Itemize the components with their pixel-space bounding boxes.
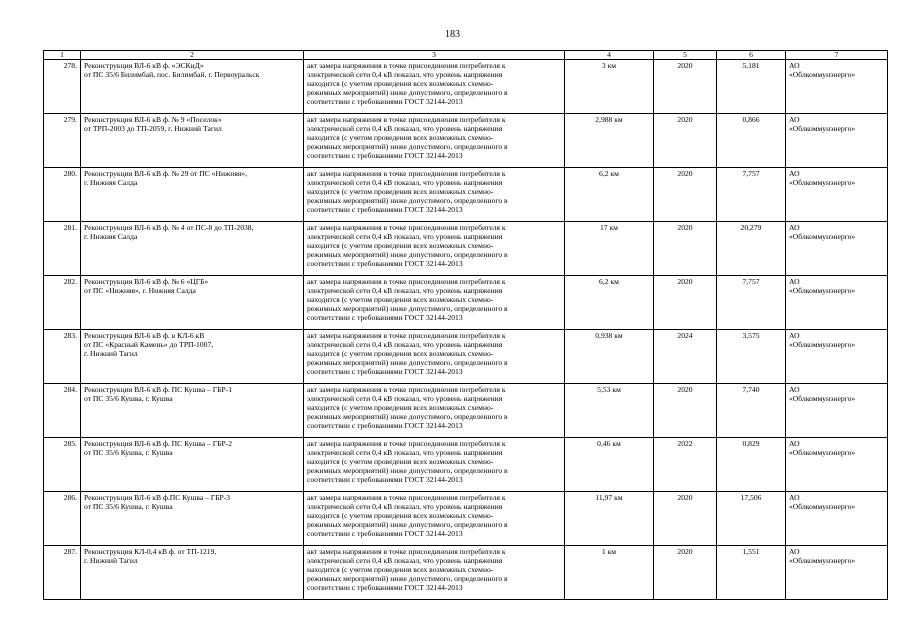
organization-line: АО <box>789 169 800 178</box>
reason-line: акт замера напряжения в точке присоединения потребителя к <box>307 493 506 502</box>
row-number: 279. <box>63 115 77 124</box>
reason-line: соответствии с требованиями ГОСТ 32144-2013 <box>307 475 463 485</box>
reason-cell <box>304 60 565 114</box>
organization-cell <box>786 114 888 168</box>
organization-cell <box>786 60 888 114</box>
object-line: от ПС «Нижняя», г. Нижняя Салда <box>84 286 196 296</box>
reason-line: режимных мероприятий) ниже допустимого, определенного в <box>307 520 508 530</box>
row-number: 280. <box>63 169 77 178</box>
year-value: 2020 <box>677 385 693 394</box>
object-line: Реконструкция ВЛ-6 кВ ф. № 6 «ЦГБ» <box>84 277 209 286</box>
object-line: Реконструкция ВЛ-6 кВ ф. ПС Кушва – ГБР-2 <box>84 439 232 448</box>
year-cell <box>654 276 717 330</box>
reason-line: находится (с учетом проведения всех возможных схемно- <box>307 295 494 305</box>
table-row <box>44 168 888 222</box>
organization-cell <box>786 384 888 438</box>
organization-line: АО <box>789 115 800 124</box>
reason-line: режимных мероприятий) ниже допустимого, определенного в <box>307 250 508 260</box>
length-cell <box>565 114 654 168</box>
length-value: 5,53 км <box>597 385 621 394</box>
length-cell <box>565 384 654 438</box>
reason-line: находится (с учетом проведения всех возможных схемно- <box>307 79 494 89</box>
object-cell <box>81 330 304 384</box>
object-line: Реконструкция ВЛ-6 кВ ф.ПС Кушва – ГБР-3 <box>84 493 231 502</box>
column-number-row <box>44 51 888 60</box>
reason-line: находится (с учетом проведения всех возможных схемно- <box>307 565 494 575</box>
reason-line: соответствии с требованиями ГОСТ 32144-2013 <box>307 583 463 593</box>
object-line: Реконструкция КЛ-0,4 кВ ф. от ТП-1219, <box>84 547 217 556</box>
object-line: Реконструкция ВЛ-6 кВ ф. «ЭСКиД» <box>84 61 204 70</box>
reason-line: находится (с учетом проведения всех возможных схемно- <box>307 349 494 359</box>
table-row <box>44 60 888 114</box>
page-number: 183 <box>445 29 460 40</box>
reason-line: режимных мероприятий) ниже допустимого, определенного в <box>307 358 508 368</box>
year-cell <box>654 114 717 168</box>
length-value: 3 км <box>601 61 617 70</box>
object-cell <box>81 222 304 276</box>
year-value: 2024 <box>677 331 693 340</box>
year-cell <box>654 60 717 114</box>
reason-line: находится (с учетом проведения всех возможных схемно- <box>307 457 494 467</box>
table-row <box>44 384 888 438</box>
column-number: 1 <box>44 51 81 60</box>
year-cell <box>654 438 717 492</box>
organization-line: АО <box>789 547 800 556</box>
year-value: 2020 <box>677 61 693 70</box>
row-number-cell <box>44 276 81 330</box>
organization-cell <box>786 222 888 276</box>
column-number: 2 <box>81 51 304 60</box>
reason-cell <box>304 492 565 546</box>
reason-line: электрической сети 0,4 кВ показал, что уровень напряжения <box>307 70 503 80</box>
row-number: 283. <box>63 331 77 340</box>
reason-line: соответствии с требованиями ГОСТ 32144-2013 <box>307 259 463 269</box>
reason-line: находится (с учетом проведения всех возможных схемно- <box>307 187 494 197</box>
object-line: от ПС 35/6 Кушва, г. Кушва <box>84 394 173 404</box>
organization-cell <box>786 546 888 600</box>
length-cell <box>565 222 654 276</box>
organization-line: «Облкоммунэнерго» <box>789 502 856 512</box>
object-line: Реконструкция ВЛ-6 кВ ф. № 9 «Поселок» <box>84 115 222 124</box>
object-cell <box>81 114 304 168</box>
reason-line: электрической сети 0,4 кВ показал, что уровень напряжения <box>307 502 503 512</box>
organization-line: «Облкоммунэнерго» <box>789 340 856 350</box>
column-number: 3 <box>304 51 565 60</box>
row-number-cell <box>44 546 81 600</box>
year-value: 2020 <box>677 493 693 502</box>
value-cell <box>717 60 786 114</box>
object-line: г. Нижний Тагил <box>84 349 138 359</box>
object-line: г. Нижняя Салда <box>84 232 138 242</box>
object-line: Реконструкция ВЛ-6 кВ ф. ПС Кушва – ГБР-1 <box>84 385 232 394</box>
reason-line: режимных мероприятий) ниже допустимого, определенного в <box>307 196 508 206</box>
reason-line: акт замера напряжения в точке присоединения потребителя к <box>307 115 506 124</box>
organization-line: «Облкоммунэнерго» <box>789 286 856 296</box>
row-number: 278. <box>63 61 77 70</box>
year-value: 2020 <box>677 277 693 286</box>
object-cell <box>81 546 304 600</box>
object-line: от ПС 35/6 Кушва, г. Кушва <box>84 502 173 512</box>
length-cell <box>565 492 654 546</box>
column-number: 4 <box>565 51 654 60</box>
numeric-value: 3,575 <box>742 331 760 340</box>
reason-line: акт замера напряжения в точке присоединения потребителя к <box>307 439 506 448</box>
value-cell <box>717 222 786 276</box>
year-value: 2020 <box>677 223 693 232</box>
year-value: 2020 <box>677 115 693 124</box>
organization-line: «Облкоммунэнерго» <box>789 556 856 566</box>
table-row <box>44 222 888 276</box>
reason-cell <box>304 384 565 438</box>
column-number: 6 <box>717 51 786 60</box>
organization-cell <box>786 276 888 330</box>
reason-line: электрической сети 0,4 кВ показал, что уровень напряжения <box>307 556 503 566</box>
reason-line: режимных мероприятий) ниже допустимого, определенного в <box>307 88 508 98</box>
numeric-value: 7,757 <box>742 169 760 178</box>
object-line: Реконструкция ВЛ-6 кВ ф. в КЛ-6 кВ <box>84 331 205 340</box>
row-number: 281. <box>63 223 77 232</box>
reason-line: электрической сети 0,4 кВ показал, что уровень напряжения <box>307 124 503 134</box>
reason-line: соответствии с требованиями ГОСТ 32144-2013 <box>307 205 463 215</box>
column-number: 5 <box>654 51 717 60</box>
length-value: 6,2 км <box>599 277 619 286</box>
table-row <box>44 438 888 492</box>
organization-cell <box>786 330 888 384</box>
reason-line: режимных мероприятий) ниже допустимого, определенного в <box>307 142 508 152</box>
table-row <box>44 546 888 600</box>
row-number-cell <box>44 384 81 438</box>
row-number-cell <box>44 168 81 222</box>
row-number-cell <box>44 60 81 114</box>
reconstruction-table <box>43 50 888 600</box>
reason-cell <box>304 222 565 276</box>
reason-line: режимных мероприятий) ниже допустимого, определенного в <box>307 466 508 476</box>
object-cell <box>81 492 304 546</box>
organization-line: АО <box>789 277 800 286</box>
object-line: от ПС «Красный Камень» до ТРП-1007, <box>84 340 214 350</box>
organization-line: АО <box>789 61 800 70</box>
reason-line: акт замера напряжения в точке присоединения потребителя к <box>307 223 506 232</box>
year-cell <box>654 546 717 600</box>
length-value: 11,97 км <box>595 493 623 502</box>
organization-cell <box>786 438 888 492</box>
numeric-value: 20,279 <box>740 223 762 232</box>
organization-line: «Облкоммунэнерго» <box>789 70 856 80</box>
year-cell <box>654 168 717 222</box>
object-line: Реконструкция ВЛ-6 кВ ф. № 4 от ПС-8 до ТП-2038, <box>84 223 254 232</box>
organization-line: АО <box>789 385 800 394</box>
reason-line: соответствии с требованиями ГОСТ 32144-2013 <box>307 97 463 107</box>
row-number: 284. <box>63 385 77 394</box>
reason-cell <box>304 438 565 492</box>
length-value: 0,46 км <box>597 439 621 448</box>
reason-line: электрической сети 0,4 кВ показал, что уровень напряжения <box>307 286 503 296</box>
row-number-cell <box>44 438 81 492</box>
reason-line: соответствии с требованиями ГОСТ 32144-2013 <box>307 151 463 161</box>
object-line: от ТРП-2003 до ТП-2059, г. Нижний Тагил <box>84 124 222 134</box>
value-cell <box>717 330 786 384</box>
reason-line: электрической сети 0,4 кВ показал, что уровень напряжения <box>307 232 503 242</box>
organization-cell <box>786 168 888 222</box>
value-cell <box>717 438 786 492</box>
row-number-cell <box>44 114 81 168</box>
length-cell <box>565 330 654 384</box>
organization-line: АО <box>789 223 800 232</box>
numeric-value: 17,506 <box>740 493 762 502</box>
table-row <box>44 492 888 546</box>
numeric-value: 7,740 <box>742 385 760 394</box>
value-cell <box>717 276 786 330</box>
organization-cell <box>786 492 888 546</box>
reason-line: находится (с учетом проведения всех возможных схемно- <box>307 403 494 413</box>
reason-line: соответствии с требованиями ГОСТ 32144-2013 <box>307 367 463 377</box>
row-number: 286. <box>63 493 77 502</box>
length-value: 0,938 км <box>595 331 623 340</box>
reason-line: электрической сети 0,4 кВ показал, что уровень напряжения <box>307 178 503 188</box>
year-value: 2022 <box>677 439 693 448</box>
reason-cell <box>304 168 565 222</box>
object-line: Реконструкция ВЛ-6 кВ ф. № 29 от ПС «Нижняя», <box>84 169 247 178</box>
organization-line: «Облкоммунэнерго» <box>789 178 856 188</box>
length-cell <box>565 438 654 492</box>
reason-line: электрической сети 0,4 кВ показал, что уровень напряжения <box>307 394 503 404</box>
organization-line: АО <box>789 439 800 448</box>
reason-line: находится (с учетом проведения всех возможных схемно- <box>307 241 494 251</box>
reason-line: акт замера напряжения в точке присоединения потребителя к <box>307 331 506 340</box>
year-value: 2020 <box>677 169 693 178</box>
year-value: 2020 <box>677 547 693 556</box>
reason-line: акт замера напряжения в точке присоединения потребителя к <box>307 169 506 178</box>
column-number: 7 <box>786 51 888 60</box>
reason-cell <box>304 330 565 384</box>
organization-line: «Облкоммунэнерго» <box>789 124 856 134</box>
reason-line: соответствии с требованиями ГОСТ 32144-2013 <box>307 421 463 431</box>
value-cell <box>717 384 786 438</box>
reason-line: акт замера напряжения в точке присоединения потребителя к <box>307 385 506 394</box>
length-cell <box>565 60 654 114</box>
reason-line: находится (с учетом проведения всех возможных схемно- <box>307 133 494 143</box>
reason-line: акт замера напряжения в точке присоединения потребителя к <box>307 547 506 556</box>
row-number: 285. <box>63 439 77 448</box>
value-cell <box>717 546 786 600</box>
reason-line: акт замера напряжения в точке присоединения потребителя к <box>307 61 506 70</box>
length-cell <box>565 168 654 222</box>
reason-line: соответствии с требованиями ГОСТ 32144-2013 <box>307 313 463 323</box>
object-cell <box>81 168 304 222</box>
organization-line: «Облкоммунэнерго» <box>789 232 856 242</box>
object-line: г. Нижняя Салда <box>84 178 138 188</box>
object-cell <box>81 384 304 438</box>
reason-cell <box>304 546 565 600</box>
numeric-value: 5,181 <box>742 61 760 70</box>
row-number-cell <box>44 330 81 384</box>
reason-line: режимных мероприятий) ниже допустимого, определенного в <box>307 412 508 422</box>
reason-line: режимных мероприятий) ниже допустимого, определенного в <box>307 304 508 314</box>
numeric-value: 7,757 <box>742 277 760 286</box>
length-cell <box>565 546 654 600</box>
year-cell <box>654 330 717 384</box>
reason-line: электрической сети 0,4 кВ показал, что уровень напряжения <box>307 448 503 458</box>
organization-line: «Облкоммунэнерго» <box>789 448 856 458</box>
year-cell <box>654 384 717 438</box>
value-cell <box>717 114 786 168</box>
object-line: г. Нижний Тагил <box>84 556 138 566</box>
length-value: 6,2 км <box>599 169 619 178</box>
length-value: 17 км <box>600 223 618 232</box>
row-number-cell <box>44 222 81 276</box>
length-value: 2,988 км <box>595 115 623 124</box>
reason-cell <box>304 276 565 330</box>
numeric-value: 1,551 <box>742 547 760 556</box>
object-cell <box>81 438 304 492</box>
object-line: от ПС 35/6 Билимбай, пос. Билимбай, г. Первоуральск <box>84 70 260 80</box>
object-line: от ПС 35/6 Кушва, г. Кушва <box>84 448 173 458</box>
row-number: 282. <box>63 277 77 286</box>
value-cell <box>717 492 786 546</box>
organization-line: АО <box>789 331 800 340</box>
length-cell <box>565 276 654 330</box>
reason-line: находится (с учетом проведения всех возможных схемно- <box>307 511 494 521</box>
reason-line: электрической сети 0,4 кВ показал, что уровень напряжения <box>307 340 503 350</box>
numeric-value: 0,829 <box>742 439 760 448</box>
reason-line: режимных мероприятий) ниже допустимого, определенного в <box>307 574 508 584</box>
organization-line: АО <box>789 493 800 502</box>
length-value: 1 км <box>601 547 617 556</box>
table-row <box>44 330 888 384</box>
value-cell <box>717 168 786 222</box>
numeric-value: 0,866 <box>742 115 760 124</box>
year-cell <box>654 222 717 276</box>
table-row <box>44 114 888 168</box>
year-cell <box>654 492 717 546</box>
table-row <box>44 276 888 330</box>
object-cell <box>81 60 304 114</box>
reason-cell <box>304 114 565 168</box>
row-number: 287. <box>63 547 77 556</box>
reason-line: акт замера напряжения в точке присоединения потребителя к <box>307 277 506 286</box>
organization-line: «Облкоммунэнерго» <box>789 394 856 404</box>
row-number-cell <box>44 492 81 546</box>
reason-line: соответствии с требованиями ГОСТ 32144-2013 <box>307 529 463 539</box>
object-cell <box>81 276 304 330</box>
